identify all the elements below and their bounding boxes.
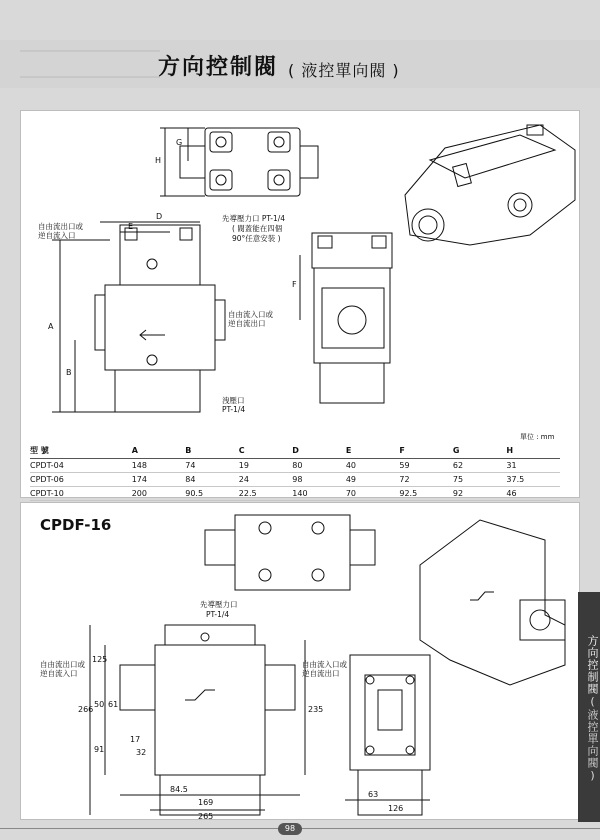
cell: 31 [506, 459, 560, 473]
label-reverse-flow-in: 逆自流入口 [38, 231, 76, 240]
cell: 72 [399, 473, 453, 487]
cell: 49 [346, 473, 400, 487]
dim-265: 265 [198, 812, 214, 821]
cell: 174 [132, 473, 186, 487]
label-b-free-flow-in: 自由流入口或 [302, 660, 347, 669]
label-free-flow-out: 自由流出口或 [38, 222, 83, 231]
unit-label: 單位 : mm [520, 433, 555, 441]
cell: 59 [399, 459, 453, 473]
dim-d: D [156, 212, 163, 221]
label-b-pilot-size: PT-1/4 [206, 610, 230, 619]
label-pilot-note-1: ( 閥蓋能在四個 [232, 224, 283, 233]
page-number: 98 [278, 823, 302, 835]
cell: CPDT-06 [30, 473, 132, 487]
dim-b: B [66, 368, 72, 377]
cell: 200 [132, 487, 186, 501]
col-d: D [292, 443, 346, 459]
side-tab-title: 方向控制閥 [586, 635, 599, 695]
dim-91: 91 [94, 745, 105, 754]
cell: 62 [453, 459, 507, 473]
cell: 90.5 [185, 487, 239, 501]
cell: 80 [292, 459, 346, 473]
page-subtitle: ( 液控單向閥 ) [288, 61, 400, 80]
cell: 75 [453, 473, 507, 487]
dim-h: H [155, 156, 162, 165]
label-b-pilot-port: 先導壓力口 [200, 600, 238, 609]
cell: CPDT-10 [30, 487, 132, 501]
dim-169: 169 [198, 798, 214, 807]
dim-126: 126 [388, 804, 404, 813]
label-drain-size: PT-1/4 [222, 405, 246, 414]
dim-84-5: 84.5 [170, 785, 188, 794]
cell: 92.5 [399, 487, 453, 501]
label-free-flow-in: 自由流入口或 [228, 310, 273, 319]
page-title: 方向控制閥 [158, 55, 279, 80]
label-drain-port: 洩壓口 [222, 396, 245, 405]
label-b-free-flow-out: 自由流出口或 [40, 660, 85, 669]
dim-61: 61 [108, 700, 119, 709]
cell: 46 [506, 487, 560, 501]
cell: 37.5 [506, 473, 560, 487]
dim-125: 125 [92, 655, 108, 664]
dim-17: 17 [130, 735, 141, 744]
col-e: E [346, 443, 400, 459]
cell: 98 [292, 473, 346, 487]
cell: 70 [346, 487, 400, 501]
side-tab [578, 592, 600, 822]
cell: 148 [132, 459, 186, 473]
col-c: C [239, 443, 293, 459]
col-b: B [185, 443, 239, 459]
label-b-reverse-flow-out: 逆自流出口 [302, 669, 340, 678]
col-f: F [399, 443, 453, 459]
dim-266: 266 [78, 705, 94, 714]
dim-e: E [128, 222, 134, 231]
dim-50: 50 [94, 700, 105, 709]
label-b-reverse-flow-in: 逆自流入口 [40, 669, 78, 678]
label-reverse-flow-out: 逆自流出口 [228, 319, 266, 328]
col-h: H [506, 443, 560, 459]
label-pilot-port: 先導壓力口 PT-1/4 [222, 214, 286, 223]
cell: 19 [239, 459, 293, 473]
cell: 40 [346, 459, 400, 473]
dim-32: 32 [136, 748, 147, 757]
col-a: A [132, 443, 186, 459]
dim-f: F [292, 280, 297, 289]
cell: 140 [292, 487, 346, 501]
dim-63: 63 [368, 790, 379, 799]
cell: CPDT-04 [30, 459, 132, 473]
model-title: CPDF-16 [40, 516, 112, 534]
dim-g: G [176, 138, 183, 147]
cell: 92 [453, 487, 507, 501]
col-model: 型 號 [30, 443, 132, 459]
cell: 22.5 [239, 487, 293, 501]
cell: 24 [239, 473, 293, 487]
dim-a: A [48, 322, 54, 331]
dim-235: 235 [308, 705, 324, 714]
cell: 84 [185, 473, 239, 487]
col-g: G [453, 443, 507, 459]
side-tab-subtitle: (液控單向閥) [586, 695, 599, 783]
cell: 74 [185, 459, 239, 473]
label-pilot-note-2: 90°任意安裝 ) [232, 234, 281, 243]
